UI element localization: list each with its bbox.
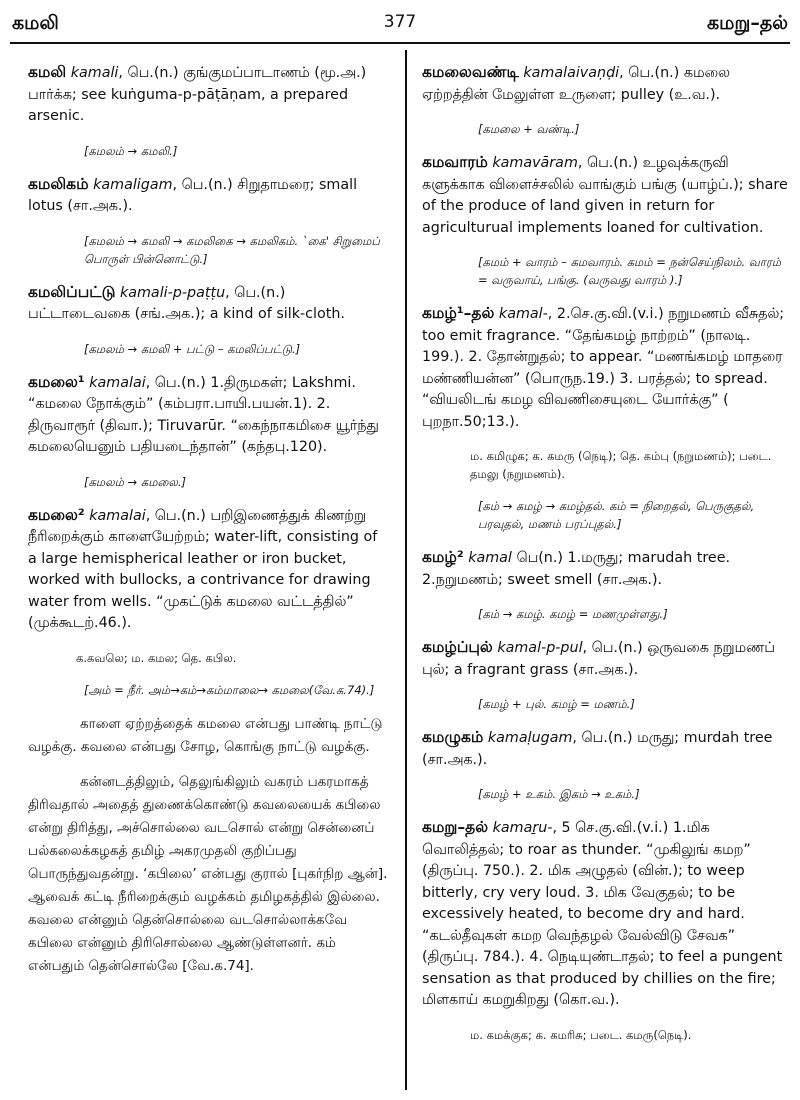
etymology: [கமலம் → கமலி + பட்டு – கமலிப்பட்டு.] [84,341,301,356]
header-rule [10,42,790,44]
headword: கமலைவண்டி [422,63,519,81]
column-divider [405,50,407,1090]
dictionary-entry [422,547,788,591]
headword: கமழ்² [422,548,464,566]
dictionary-entry [28,372,390,459]
etymology: [கமழ் + உகம். இகம் → உகம்.] [478,787,640,801]
headword: கமறு–தல் [422,818,489,836]
etymology: [அம் = நீர். அம்→கம்→கம்மாலை→ கமலை(வே.க.74).] [84,682,375,697]
cognates: ம. கமிழுக; க. கமரு (நெடி); தெ. கம்பு (நறுமணம்); படை. தமலு (நறுமணம்). [470,449,772,481]
etymology: [கமலை + வண்டி.] [478,122,580,136]
headword: கமவாரம் [422,153,488,171]
transliteration: kamal-p-pul [497,640,583,656]
headword: கமலிப்பட்டு [28,282,116,301]
transliteration: kamavāram [492,155,578,171]
definition: , 5 செ.கு.வி.(v.i.) 1.மிக வொலித்தல்; to roar as thunder. “முகிலுங் கமற” (திருப்பு. 750.). 2. மிக அழுதல் (வின்.); to weep bitterly, cry very loud. 3. மிக வேகுதல்; to be excessively heated, to become dry and hard. “கடல்தீவுகள் கமற வெந்தழல் வேல்விடு சேவக” (திருப்பு. 784.). 4. நெடியுண்டாதல்; to feel a pungent sensation as that produced by chillies on the fire; மிளகாய் கமறுகிறது (கொ.வ.). [422,820,783,1008]
transliteration: kamalai [89,374,146,391]
transliteration: kamali-p-paṭṭu [119,284,226,301]
headword: கமழுகம் [422,728,484,746]
definition: , பெ.(n.) மருது; murdah tree (சா.அக.). [422,730,773,768]
transliteration: kamalaivaṇḍi [523,65,620,81]
cognates: க.கவலெ; ம. கமல; தெ. கபில. [76,650,237,665]
left-column [28,62,390,990]
definition: பெ(n.) 1.மருது; marudah tree. 2.நறுமணம்; sweet smell (சா.அக.). [422,550,731,588]
etymology: [கமலம் → கமலி → கமலிகை → கமலிகம். `கை' சிறுமைப் பொருள் பின்னொட்டு.] [84,233,380,266]
running-head-left: கமலி [12,12,59,34]
transliteration: kamalai [89,507,146,524]
transliteration: kamaligam [93,176,173,193]
etymology: [கம் → கமழ் → கமழ்தல். கம் = நிறைதல், பெருகுதல், பரவுதல், மணம் பரப்புதல்.] [478,499,755,531]
dictionary-entry [422,727,788,771]
headword: கமழ்ப்புல் [422,638,493,656]
definition: , பெ.(n.) குங்குமப்பாடாணம் (மூ.அ.) பார்க்க; see kuṅguma-p-pāṭāṇam, a prepared arsenic. [28,65,367,124]
dictionary-entry [422,817,788,1012]
dictionary-entry [422,637,788,681]
cognates: ம. கமக்குக; க. கமரிசு; படை. கமரு(நெடி). [470,1027,692,1042]
etymology: [கமலம் → கமலை.] [84,474,187,489]
etymology: [கமலம் → கமலி.] [84,143,178,158]
headword: கமலை¹ [28,372,85,391]
headword: கமழ்¹–தல் [422,304,495,322]
definition: , 2.செ.கு.வி.(v.i.) நறுமணம் வீசுதல்; too emit fragrance. “தேங்கமழ் நாற்றம்” (நாலடி. 199.). 2. தோன்றுதல்; to appear. “மணங்கமழ் மாதரை மண்ணியன்ன” (பொருந.19.) 3. பரத்தல்; to spread. “வியலிடங் கமழ விவணிசையுடை யோர்க்கு” ( புறநா.50;13.). [422,306,785,430]
transliteration: kamaḷugam [487,730,573,746]
dictionary-entry [422,152,788,239]
dictionary-entry [422,303,788,433]
transliteration: kamal [468,550,512,566]
dictionary-entry [28,505,390,635]
etymology: [கம் → கமழ். கமழ் = மணமுள்ளது.] [478,607,668,621]
transliteration: kamali [70,65,119,81]
dictionary-entry [28,62,390,128]
headword: கமலிகம் [28,174,89,193]
commentary-paragraph: கன்னடத்திலும், தெலுங்கிலும் வகரம் பகரமாகத் திரிவதால் அதைத் துணைக்கொண்டு கவலையைக் கபிலை என்று திரித்து, அச்சொல்லை வடசொல் என்று சென்னைப் பல்கலைக்கழகத் தமிழ் அகரமுதலி குறிப்பது பொருந்துவதன்று. ‘கபிலை’ என்பது குரால் [புகர்நிற ஆன்]. ஆவைக் கட்டி நீரிறைக்கும் வழக்கம் தமிழகத்தில் இல்லை. கவலை என்னும் தென்சொல்லை வடசொல்லாக்கவே கபிலை என்னும் திரிசொல்லை ஆண்டுள்ளனர். கம் என்பதும் தென்சொல்லே [வே.க.74]. [28,773,388,974]
transliteration: kamal- [498,306,548,322]
definition: , பெ.(n.) சிறுதாமரை; small lotus (சா.அக.). [28,176,358,214]
definition: , பெ.(n.) ஒருவகை நறுமணப் புல்; a fragrant grass (சா.அக.). [422,640,775,678]
etymology: [கமம் + வாரம் – கமவாரம். கமம் = நன்செய்நிலம். வாரம் = வருவாய், பங்கு. (வருவது வாரம் ).] [478,255,782,287]
definition: , பெ.(n.) கமலை ஏற்றத்தின் மேலுள்ள உருளை; pulley (உ.வ.). [422,65,730,103]
page-number: 377 [383,12,417,32]
headword: கமலை² [28,505,85,524]
dictionary-entry [422,62,788,106]
page-header [12,6,788,36]
dictionary-entry [28,174,390,218]
definition: , பெ.(n.) பட்டாடைவகை (சங்.அக.); a kind of silk-cloth. [28,284,345,322]
dictionary-entry [28,282,390,326]
etymology: [கமழ் + புல். கமழ் = மணம்.] [478,697,635,711]
transliteration: kamaṟu- [492,820,553,836]
running-head-right: கமறு–தல் [707,12,788,34]
definition: , பெ.(n.) 1.திருமகள்; Lakshmi. “கமலை நோக்கும்” (கம்பரா.பாயி.பயன்.1). 2. திருவாரூர் (திவா.); Tiruvarūr. “கைந்நாகமிசை யூர்ந்து கமலையெனும் பதியடைந்தான்” (கந்தபு.120). [28,374,379,455]
definition: , பெ.(n.) உழவுக்கருவி களுக்காக விளைச்சலில் வாங்கும் பங்கு (யாழ்ப்.); share of the produce of land given in return for agriculturual implements loaned for cultivation. [422,155,788,236]
commentary-paragraph: காளை ஏற்றத்தைக் கமலை என்பது பாண்டி நாட்டு வழக்கு. கவலை என்பது சோழ, கொங்கு நாட்டு வழக்கு. [28,715,383,755]
headword: கமலி [28,63,67,81]
definition: , பெ.(n.) பறிஇணைத்துக் கிணற்று நீரிறைக்கும் காளையேற்றம்; water-lift, consisting of a large hemispherical leather or iron bucket, worked with bullocks, a contrivance for drawing water from wells. “முகட்டுக் கமலை வட்டத்தில்” (முக்கூடற்.46.). [28,507,378,631]
right-column [422,62,788,1058]
